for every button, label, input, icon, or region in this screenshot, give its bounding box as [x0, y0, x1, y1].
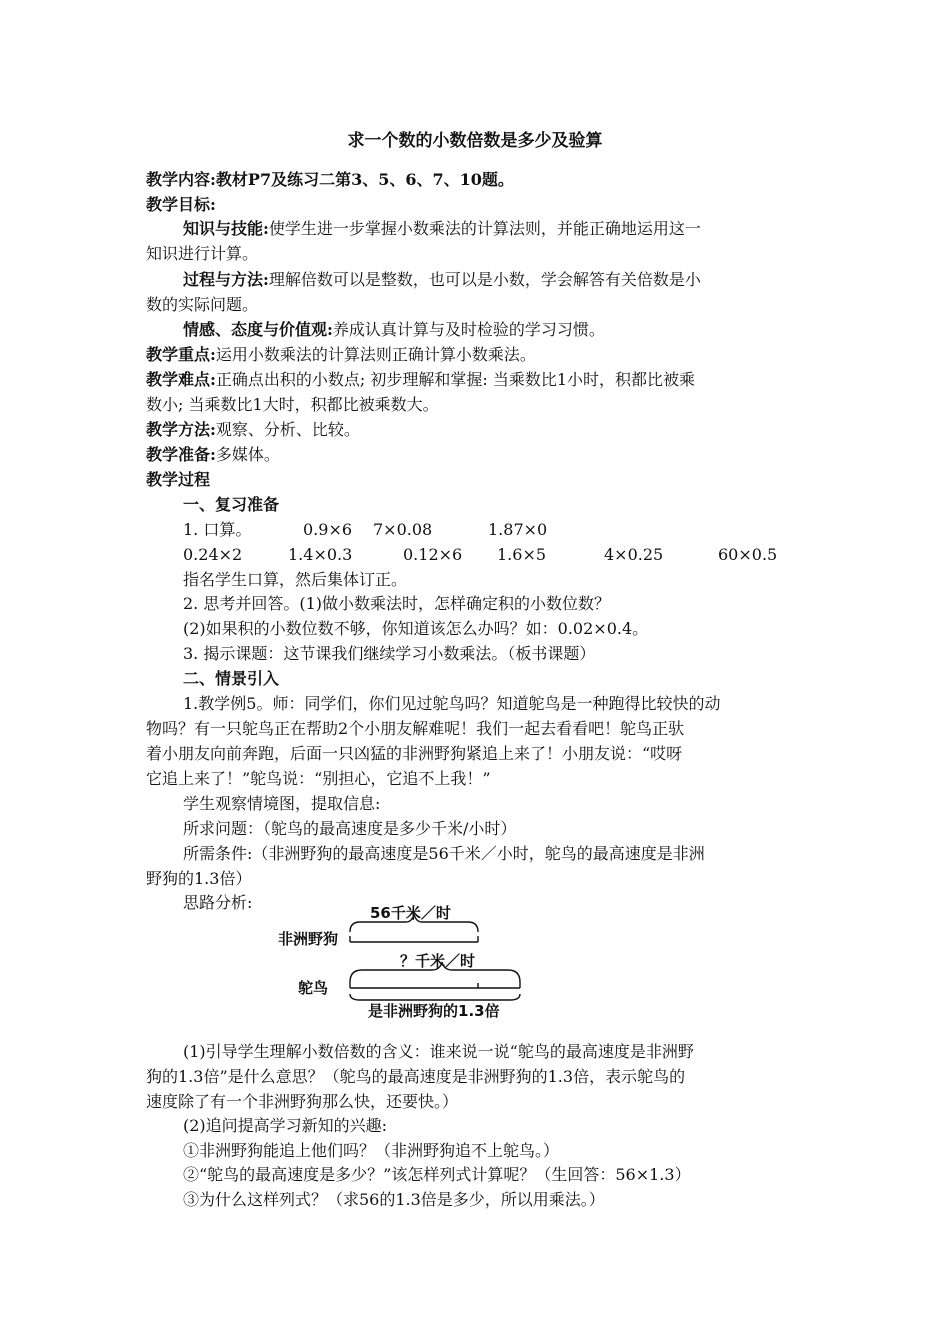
preparation-text: 多媒体。 [215, 445, 280, 464]
key-point-label: 教学重点: [146, 345, 216, 364]
key-point-text: 运用小数乘法的计算法则正确计算小数乘法。 [215, 345, 536, 364]
after-calc-text: 指名学生口算，然后集体订正。 [183, 570, 408, 589]
calc-item: 1.87×0 [488, 520, 548, 539]
process-method-label: 过程与方法: [183, 270, 269, 289]
dog-speed-label: 56千米／时 [370, 904, 451, 922]
question3-text: ③为什么这样列式？（求56的1.3倍是多少，所以用乘法。） [183, 1190, 605, 1209]
method-text: 观察、分析、比较。 [215, 420, 360, 439]
knowledge-text-cont: 知识进行计算。 [146, 244, 259, 263]
example-text-2: 物吗？有一只鸵鸟正在帮助2个小朋友解难呢！我们一起去看看吧！鸵鸟正驮 [146, 719, 685, 738]
knowledge-label: 知识与技能: [183, 219, 269, 238]
item2b-text: (2)如果积的小数位数不够，你知道该怎么办吗？如：0.02×0.4。 [183, 619, 649, 638]
calc-item: 0.12×6 [403, 545, 463, 564]
example-text-4: 它追上来了！”鸵鸟说：“别担心，它追不上我！” [146, 769, 491, 788]
calc-item: 4×0.25 [604, 545, 664, 564]
example-text-3: 着小朋友向前奔跑，后面一只凶猛的非洲野狗紧追上来了！小朋友说：“哎呀 [146, 744, 683, 763]
attitude-text: 养成认真计算与及时检验的学习习惯。 [332, 320, 605, 339]
item3-text: 3. 揭示课题：这节课我们继续学习小数乘法。（板书课题） [183, 644, 596, 663]
content-line [146, 168, 816, 192]
method-line [146, 418, 816, 442]
analysis-label: 思路分析: [183, 893, 253, 912]
attitude-line [183, 318, 853, 342]
preparation-line [146, 443, 816, 467]
guide1-text-2: 狗的1.3倍”是什么意思？（鸵鸟的最高速度是非洲野狗的1.3倍，表示鸵鸟的 [146, 1067, 686, 1086]
difficulty-label: 教学难点: [146, 370, 216, 389]
calc-item: 60×0.5 [718, 545, 778, 564]
ratio-label: 是非洲野狗的1.3倍 [368, 1002, 500, 1020]
objectives-label: 教学目标: [146, 195, 216, 214]
method-label: 教学方法: [146, 420, 216, 439]
difficulty-text-cont: 数小; 当乘数比1大时，积都比被乘数大。 [146, 395, 439, 414]
question2-text: ②“鸵鸟的最高速度是多少？”该怎样列式计算呢？（生回答：56×1.3） [183, 1165, 691, 1184]
calc-item: 0.24×2 [183, 545, 243, 564]
content-label: 教学内容: [146, 170, 216, 189]
knowledge-text: 使学生进一步掌握小数乘法的计算法则，并能正确地运用这一 [268, 219, 701, 238]
content-text: 教材P7及练习二第3、5、6、7、10题。 [215, 170, 514, 189]
ostrich-speed-label: ？千米／时 [400, 952, 476, 970]
condition-text-2: 野狗的1.3倍） [146, 869, 252, 888]
calc-item: 1.6×5 [497, 545, 547, 564]
process-method-text: 理解倍数可以是整数，也可以是小数，学会解答有关倍数是小 [268, 270, 701, 289]
condition-text-1: 所需条件:（非洲野狗的最高速度是56千米／小时，鸵鸟的最高速度是非洲 [183, 844, 705, 863]
document-title: 求一个数的小数倍数是多少及验算 [347, 131, 603, 151]
process-heading: 教学过程 [146, 470, 211, 489]
line-segment-diagram [260, 898, 560, 1028]
question-text: 所求问题：（鸵鸟的最高速度是多少千米/小时） [183, 819, 517, 838]
ostrich-label: 鸵鸟 [298, 979, 329, 997]
calc-item: 1.4×0.3 [288, 545, 353, 564]
calc-item: 0.9×6 [303, 520, 353, 539]
item1-prefix: 1. 口算。 [183, 520, 252, 539]
preparation-label: 教学准备: [146, 445, 216, 464]
section1-heading: 一、复习准备 [183, 495, 280, 514]
difficulty-line [146, 368, 816, 392]
knowledge-line [183, 217, 853, 241]
attitude-label: 情感、态度与价值观: [183, 320, 333, 339]
example-text-1: 1.教学例5。师：同学们，你们见过鸵鸟吗？知道鸵鸟是一种跑得比较快的动 [183, 694, 721, 713]
key-point-line [146, 343, 816, 367]
guide1-text-1: (1)引导学生理解小数倍数的含义：谁来说一说“鸵鸟的最高速度是非洲野 [183, 1042, 694, 1061]
guide2-text: (2)追问提高学习新知的兴趣: [183, 1116, 388, 1135]
calc-item: 7×0.08 [373, 520, 433, 539]
item2-text: 2. 思考并回答。(1)做小数乘法时，怎样确定积的小数位数？ [183, 594, 611, 613]
question1-text: ①非洲野狗能追上他们吗？（非洲野狗追不上鸵鸟。） [183, 1141, 560, 1160]
process-method-line [183, 268, 853, 292]
process-method-text-cont: 数的实际问题。 [146, 295, 259, 314]
dog-label: 非洲野狗 [278, 930, 339, 948]
section2-heading: 二、情景引入 [183, 669, 280, 688]
observe-text: 学生观察情境图，提取信息: [183, 794, 381, 813]
difficulty-text: 正确点出积的小数点; 初步理解和掌握: 当乘数比1小时，积都比被乘 [215, 370, 696, 389]
guide1-text-3: 速度除了有一个非洲野狗那么快，还要快。） [146, 1092, 459, 1111]
